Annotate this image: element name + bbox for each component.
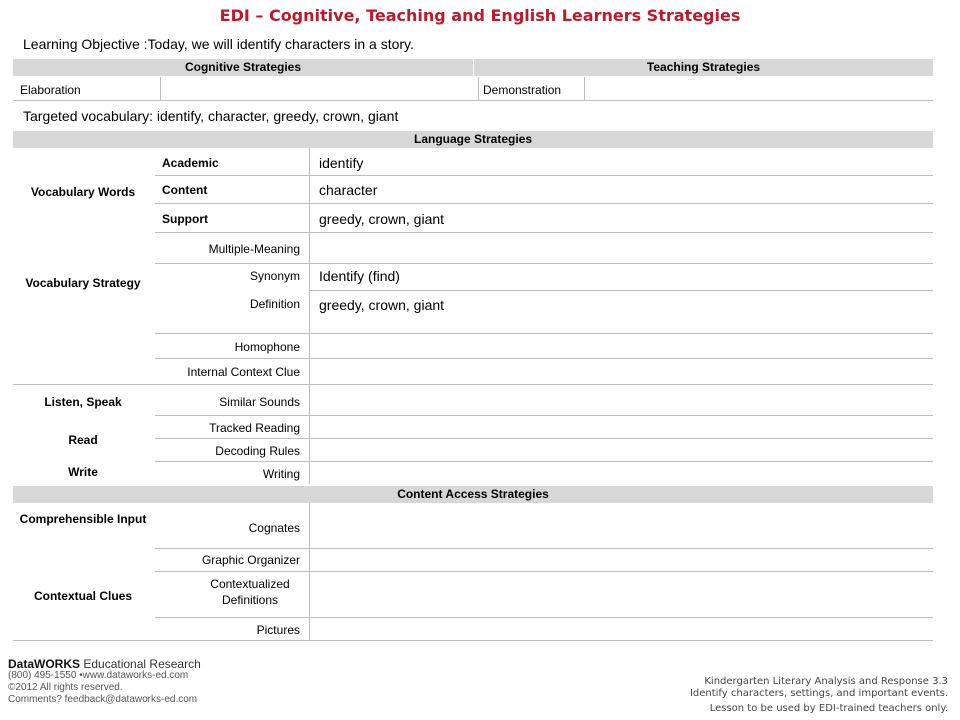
content-access-header: Content Access Strategies xyxy=(13,486,933,503)
graphic-organizer-label: Graphic Organizer xyxy=(201,553,300,567)
tracked-reading-label: Tracked Reading xyxy=(209,421,300,435)
cognates-label: Cognates xyxy=(248,521,300,535)
top-table-divider-1 xyxy=(160,77,161,100)
row-line xyxy=(155,617,933,618)
row-line xyxy=(155,438,933,439)
academic-label: Academic xyxy=(162,156,219,170)
page-title: EDI – Cognitive, Teaching and English Learners Strategies xyxy=(219,6,741,25)
top-table-divider-3 xyxy=(584,77,585,100)
row-line xyxy=(13,640,933,641)
internal-context-clue-label: Internal Context Clue xyxy=(187,365,300,379)
read-label: Read xyxy=(68,433,98,447)
contextualized-definitions-label: Contextualized Definitions xyxy=(210,577,290,607)
row-line xyxy=(155,263,933,264)
language-strategies-header: Language Strategies xyxy=(13,131,933,148)
footer-comments: Comments? feedback@dataworks-ed.com xyxy=(8,694,198,705)
top-table-bottom-line xyxy=(13,100,933,101)
row-line xyxy=(13,384,933,385)
vocabulary-strategy-label: Vocabulary Strategy xyxy=(25,276,141,290)
row-line xyxy=(155,333,933,334)
row-line xyxy=(155,571,933,572)
row-line xyxy=(155,415,933,416)
decoding-rules-label: Decoding Rules xyxy=(215,444,300,458)
brand-subtitle: Educational Research xyxy=(80,657,201,671)
pictures-label: Pictures xyxy=(256,623,300,637)
listen-speak-label: Listen, Speak xyxy=(44,395,122,409)
synonym-label: Synonym xyxy=(249,269,300,283)
teaching-strategies-header: Teaching Strategies xyxy=(474,59,933,76)
row-line xyxy=(155,232,933,233)
content-value: character xyxy=(319,182,378,198)
row-line xyxy=(155,203,933,204)
vocabulary-words-label: Vocabulary Words xyxy=(30,185,136,199)
teaching-strategy-value: Demonstration xyxy=(483,83,562,97)
lesson-title: Kindergarten Literary Analysis and Response 3.3 xyxy=(704,676,948,687)
row-line xyxy=(155,175,933,176)
row-line xyxy=(155,461,933,462)
write-label: Write xyxy=(68,465,98,479)
footer-rights: ©2012 All rights reserved. xyxy=(8,682,123,693)
targeted-vocabulary: Targeted vocabulary: identify, character, greedy, crown, giant xyxy=(23,108,399,124)
homophone-label: Homophone xyxy=(234,340,300,354)
lesson-description: Identify characters, settings, and important events. xyxy=(689,688,948,699)
row-line xyxy=(155,548,933,549)
support-label: Support xyxy=(162,212,208,226)
content-label: Content xyxy=(162,183,208,197)
academic-value: identify xyxy=(319,155,364,171)
dataworks-logo xyxy=(8,658,201,670)
footer-branding xyxy=(8,658,201,706)
comprehensible-input-label: Comprehensible Input xyxy=(19,512,147,526)
language-value-divider xyxy=(309,148,310,484)
lesson-info xyxy=(690,676,948,715)
cognitive-strategy-value: Elaboration xyxy=(20,83,81,97)
contextual-clues-label: Contextual Clues xyxy=(33,589,132,603)
writing-label: Writing xyxy=(262,467,300,481)
row-line xyxy=(309,290,933,291)
multiple-meaning-label: Multiple-Meaning xyxy=(208,242,300,256)
learning-objective: Learning Objective :Today, we will identify characters in a story. xyxy=(23,36,414,52)
definition-label: Definition xyxy=(249,297,300,311)
top-table-divider-2 xyxy=(478,77,479,100)
support-value: greedy, crown, giant xyxy=(319,211,445,227)
similar-sounds-label: Similar Sounds xyxy=(219,395,300,409)
brand-name: DataWORKS xyxy=(8,657,81,671)
row-line xyxy=(155,358,933,359)
lesson-note: Lesson to be used by EDI-trained teachers only. xyxy=(709,703,948,714)
header-divider xyxy=(473,59,474,101)
definition-value: greedy, crown, giant xyxy=(319,297,445,313)
cognitive-strategies-header: Cognitive Strategies xyxy=(13,59,473,76)
synonym-value: Identify (find) xyxy=(319,268,400,284)
footer-contact: (800) 495-1550 •www.dataworks-ed.com xyxy=(8,670,189,681)
